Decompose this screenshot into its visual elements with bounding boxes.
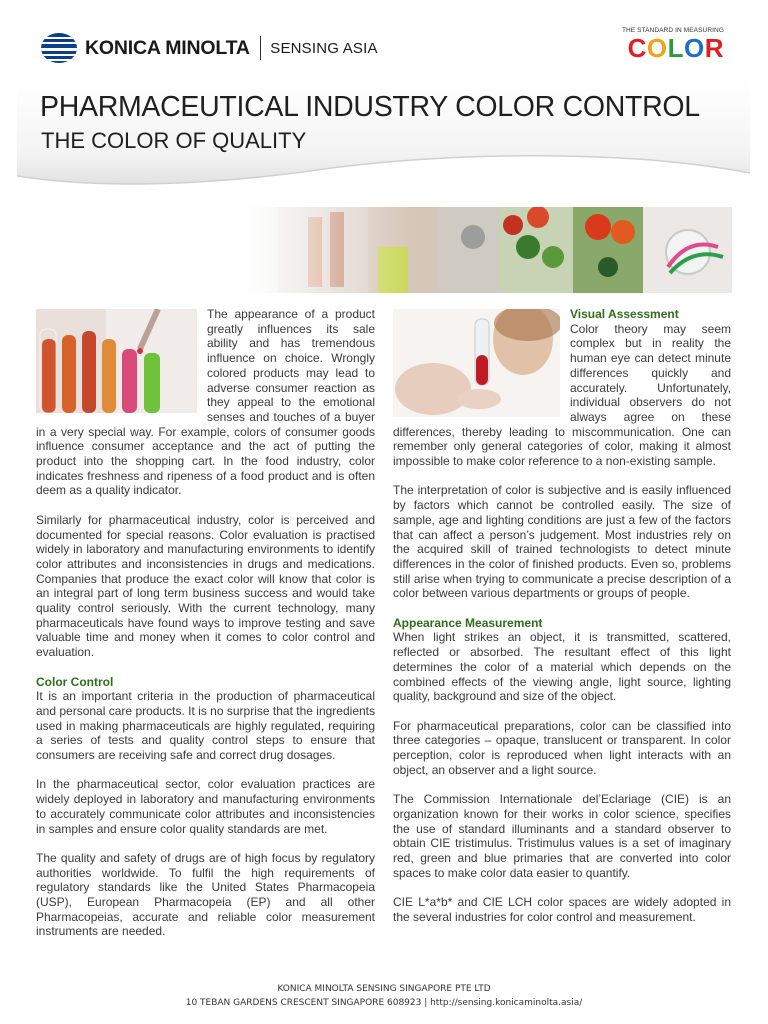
color-letter: C — [627, 33, 647, 63]
logo-tagline: THE STANDARD IN MEASURING — [621, 27, 724, 34]
color-logo-word — [622, 35, 724, 61]
section-heading-color-control: Color Control — [36, 674, 114, 689]
color-standard-logo — [622, 27, 724, 61]
globe-logo-icon — [41, 33, 77, 63]
intro-paragraph: The appearance of a product greatly influences its sale ability and has tremendous influence on choice. Wrongly colored products may lead to adverse consumer reaction as they appeal to the emotional senses and touches of a buyer in a very special way. For example, colors of consumer goods influence consumer acceptance and the act of putting the product into the shopping cart. In the food industry, color indicates freshness and ripeness of a food product and is often deem as a quality indicator. — [36, 307, 375, 498]
right-column — [393, 307, 731, 939]
footer-address: 10 TEBAN GARDENS CRESCENT SINGAPORE 608923 | http://sensing.konicaminolta.asia/ — [185, 998, 583, 1008]
hero-puzzle-image — [238, 207, 732, 293]
body-paragraph: It is an important criteria in the production of pharmaceutical and personal care products. It is no surprise that the ingredients used in making pharmaceuticals are highly regulated, requiring a series of tests and quality control steps to ensure that consumers are receiving safe and correct drug dosages. — [36, 689, 375, 763]
body-paragraph: CIE L*a*b* and CIE LCH color spaces are widely adopted in the several industries for color control and measurement. — [393, 895, 731, 924]
left-column — [36, 307, 375, 954]
brand-name: KONICA MINOLTA — [85, 36, 250, 59]
brand-logo — [41, 33, 378, 63]
section-heading-visual-assessment: Visual Assessment — [570, 307, 679, 321]
lab-technician-image — [393, 309, 560, 417]
body-paragraph: The quality and safety of drugs are of high focus by regulatory authorities worldwide. To fulfil the high requirements of regulatory standards like the United States Pharmacopeia (USP), European Pharmacopeia (EP) and all other Pharmacopeias, accurate and reliable color measurement instruments are needed. — [36, 850, 375, 939]
test-tubes-image — [36, 309, 197, 413]
color-letter: O — [683, 33, 705, 63]
body-paragraph: In the pharmaceutical sector, color evaluation practices are widely deployed in laboratory and manufacturing environments to accurately communicate color attributes and inconsistencies in samples and ensure color quality standards are met. — [36, 777, 375, 836]
body-paragraph: For pharmaceutical preparations, color can be classified into three categories – opaque, translucent or transparent. In color perception, color is reproduced when light interacts with an object, an observer and a light source. — [393, 718, 731, 777]
body-paragraph: Similarly for pharmaceutical industry, color is perceived and documented for special reasons. Color evaluation is practised widely in laboratory and manufacturing environments to identify color attributes and inconsistencies in drugs and medications. Companies that produce the exact color will know that color is an integral part of long term business success and would take quality control seriously. With the current technology, many pharmaceuticals have found ways to improve testing and save valuable time and money when it comes to color control and evaluation. — [36, 512, 375, 660]
body-paragraph: The Commission Internationale del’Eclariage (CIE) is an organization known for their works in color science, specifies the use of standard illuminants and a standard observer to obtain CIE tristimulus. Tristimulus values is a set of imaginary red, green and blue primaries that are converted into color spaces to make color data easier to quantify. — [393, 792, 731, 880]
page-title: PHARMACEUTICAL INDUSTRY COLOR CONTROL — [40, 91, 700, 123]
footer-company: KONICA MINOLTA SENSING SINGAPORE PTE LTD — [277, 984, 491, 994]
body-paragraph: The interpretation of color is subjective and is easily influenced by factors which cannot be controlled easily. The size of sample, age and lighting conditions are just a few of the factors that can affect a person’s judgement. Most industries rely on the acquired skill of trained technologists to detect minute differences in the color of finished products. Even so, problems still arise when trying to communicate a precise description of a color between various departments or groups of people. — [393, 483, 731, 601]
body-paragraph: Color theory may seem complex but in reality the human eye can detect minute differences quickly and accurately. Unfortunately, individual observers do not always agree on these differences, thereby leading to miscommunication. One can remember only general categories of color, making it almost impossible to make color reference to a non-existing sample. — [393, 321, 731, 469]
color-letter: O — [646, 33, 668, 63]
color-letter: L — [667, 33, 684, 63]
body-paragraph: When light strikes an object, it is transmitted, scattered, reflected or absorbed. The resultant effect of this light determines the color of a material which depends on the combined effects of the viewing angle, light source, lighting quality, background and size of the object. — [393, 630, 731, 704]
page-subtitle: THE COLOR OF QUALITY — [41, 128, 307, 153]
color-letter: R — [704, 33, 724, 63]
brand-divider — [260, 36, 262, 60]
section-heading-appearance-measurement: Appearance Measurement — [393, 615, 543, 630]
brand-division: SENSING ASIA — [270, 39, 378, 57]
